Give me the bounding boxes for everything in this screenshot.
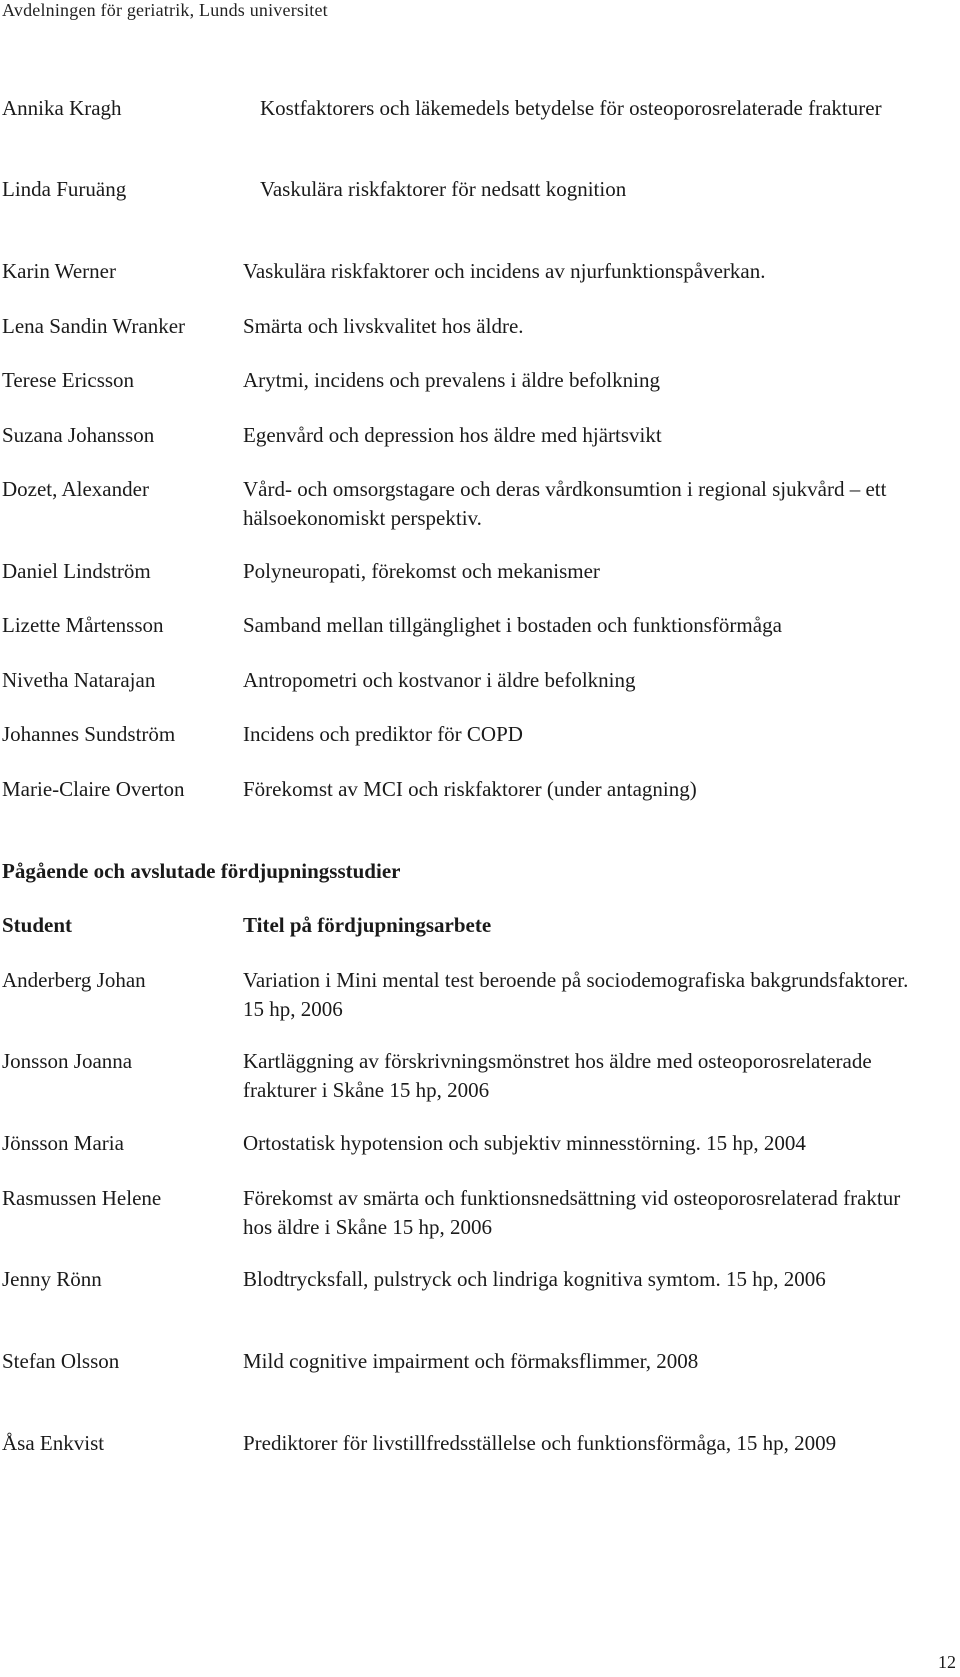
study-title: Mild cognitive impairment och förmaksflimmer, 2008	[243, 1349, 699, 1373]
student-name: Karin Werner	[2, 259, 116, 283]
student-name: Nivetha Natarajan	[2, 668, 156, 692]
page-number: 12	[938, 1652, 956, 1672]
student-name: Åsa Enkvist	[2, 1431, 105, 1455]
project-title: Samband mellan tillgänglighet i bostaden och funktionsförmåga	[243, 613, 782, 637]
student-name: Lizette Mårtensson	[2, 613, 164, 637]
project-title: Polyneuropati, förekomst och mekanismer	[243, 559, 600, 583]
study-title: Kartläggning av förskrivningsmönstret hos äldre med osteoporosrelaterade frakturer i Skåne 15 hp, 2006	[243, 1049, 872, 1102]
student-name: Anderberg Johan	[2, 968, 146, 992]
student-name: Daniel Lindström	[2, 559, 151, 583]
student-name: Jonsson Joanna	[2, 1049, 133, 1073]
section-heading: Pågående och avslutade fördjupningsstudier	[2, 859, 401, 883]
student-name: Jönsson Maria	[2, 1131, 124, 1155]
study-title: Prediktorer för livstillfredsställelse och funktionsförmåga, 15 hp, 2009	[243, 1431, 837, 1455]
column-header-title: Titel på fördjupningsarbete	[243, 913, 492, 937]
student-name: Suzana Johansson	[2, 423, 155, 447]
study-title: Ortostatisk hypotension och subjektiv minnesstörning. 15 hp, 2004	[243, 1131, 806, 1155]
student-name: Lena Sandin Wranker	[2, 314, 186, 338]
project-title: Vård- och omsorgstagare och deras vårdkonsumtion i regional sjukvård – ett hälsoekonomiskt perspektiv.	[243, 477, 887, 530]
study-title: Förekomst av smärta och funktionsnedsättning vid osteoporosrelaterad fraktur hos äldre i Skåne 15 hp, 2006	[243, 1186, 901, 1239]
student-name: Rasmussen Helene	[2, 1186, 162, 1210]
project-title: Antropometri och kostvanor i äldre befolkning	[243, 668, 636, 692]
study-title: Variation i Mini mental test beroende på sociodemografiska bakgrundsfaktorer. 15 hp, 2006	[243, 968, 909, 1021]
project-title: Vaskulära riskfaktorer för nedsatt kognition	[260, 177, 627, 201]
student-name: Linda Furuäng	[2, 177, 127, 201]
project-title: Smärta och livskvalitet hos äldre.	[243, 314, 524, 338]
student-name: Johannes Sundström	[2, 722, 176, 746]
student-name: Stefan Olsson	[2, 1349, 120, 1373]
student-name: Dozet, Alexander	[2, 477, 149, 501]
student-name: Jenny Rönn	[2, 1267, 102, 1291]
student-name: Annika Kragh	[2, 96, 122, 120]
project-title: Förekomst av MCI och riskfaktorer (under antagning)	[243, 777, 697, 801]
column-header-student: Student	[2, 913, 73, 937]
project-title: Egenvård och depression hos äldre med hjärtsvikt	[243, 423, 662, 447]
project-title: Incidens och prediktor för COPD	[243, 722, 523, 746]
page-header: Avdelningen för geriatrik, Lunds universitet	[2, 0, 328, 20]
project-title: Arytmi, incidens och prevalens i äldre befolkning	[243, 368, 660, 392]
student-name: Terese Ericsson	[2, 368, 135, 392]
study-title: Blodtrycksfall, pulstryck och lindriga kognitiva symtom. 15 hp, 2006	[243, 1267, 826, 1291]
project-title: Kostfaktorers och läkemedels betydelse för osteoporosrelaterade frakturer	[260, 96, 882, 120]
student-name: Marie-Claire Overton	[2, 777, 185, 801]
project-title: Vaskulära riskfaktorer och incidens av njurfunktionspåverkan.	[243, 259, 766, 283]
